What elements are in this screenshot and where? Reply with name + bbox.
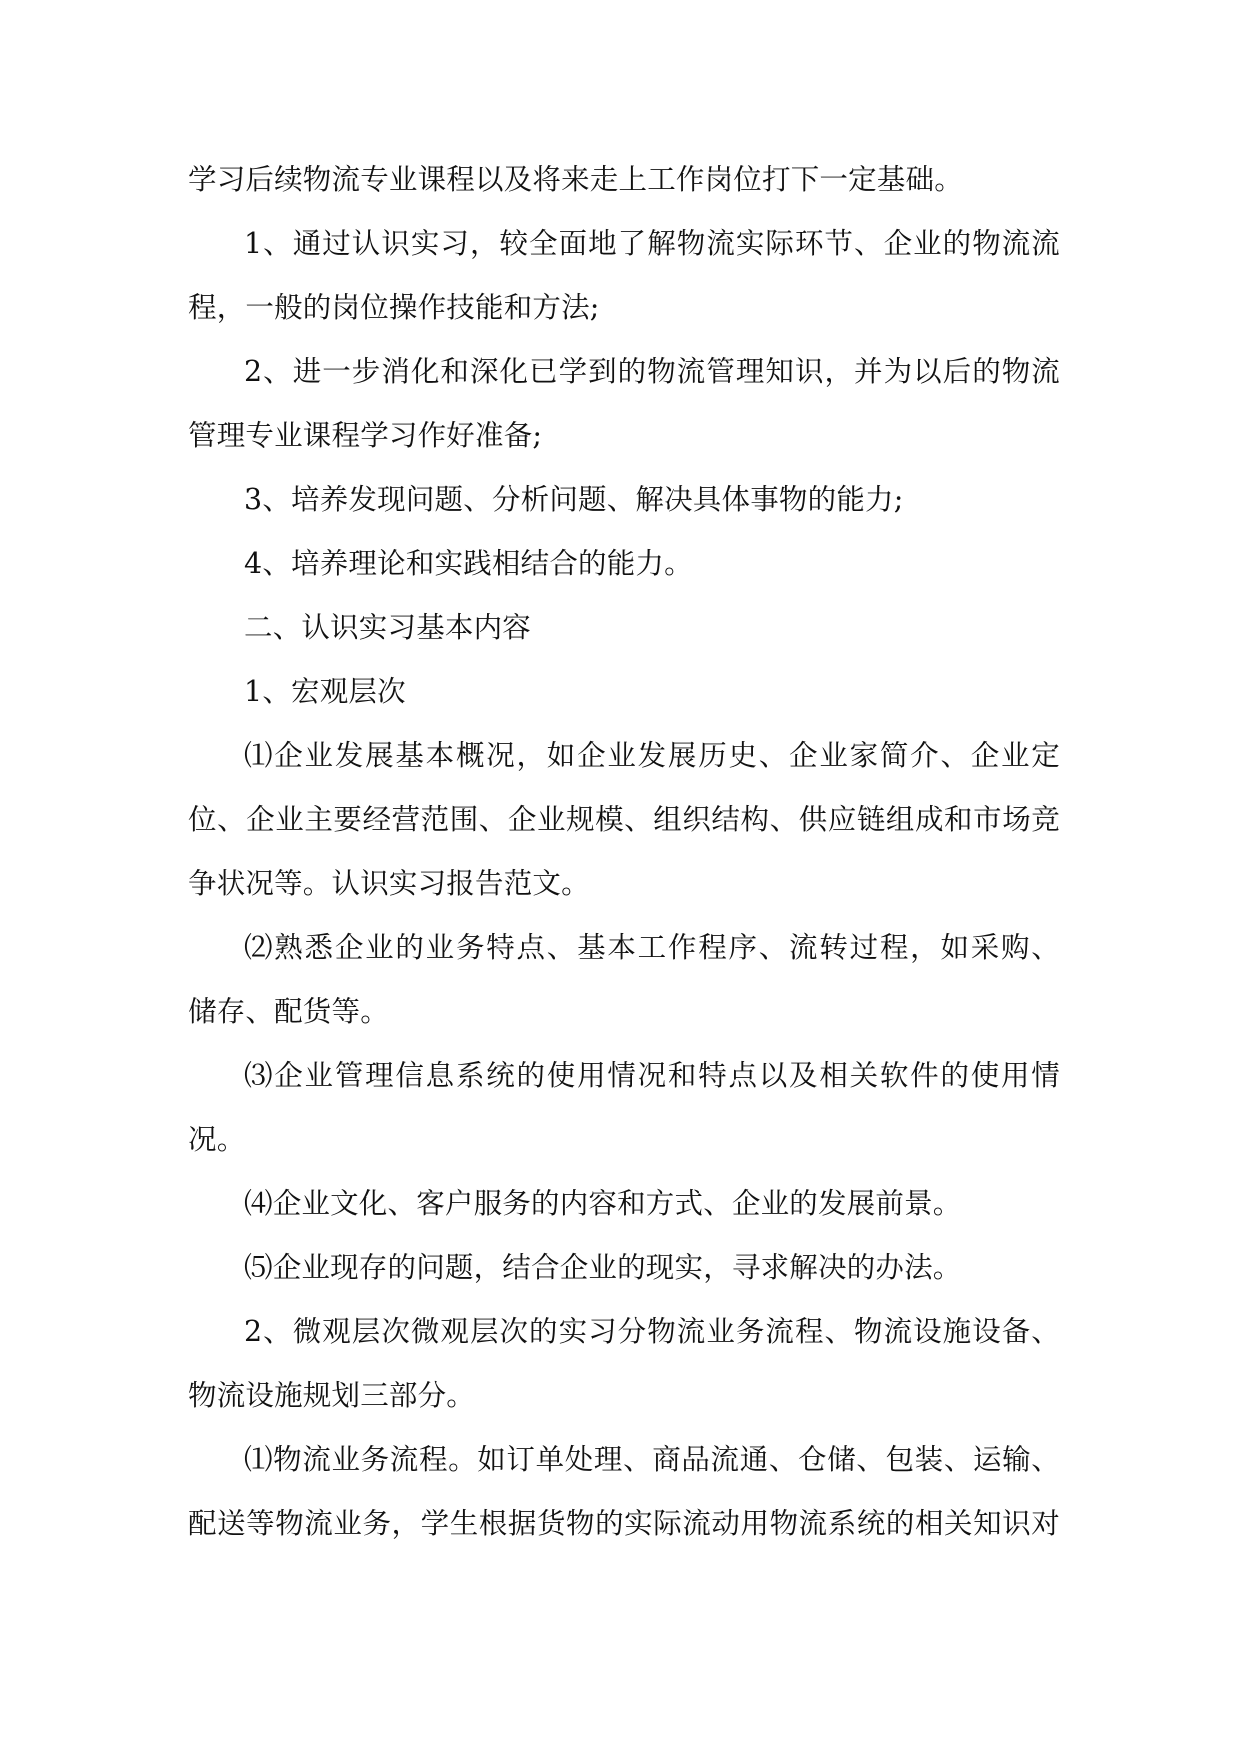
text-line: 4、培养理论和实践相结合的能力。 (244, 547, 693, 580)
subsection-heading: 2、微观层次微观层次的实习分物流业务流程、物流设施设备、 (244, 1315, 1060, 1348)
text-line: 管理专业课程学习作好准备; (188, 419, 543, 452)
section-heading: 二、认识实习基本内容 (244, 611, 532, 644)
text-line: 3、培养发现问题、分析问题、解决具体事物的能力; (244, 483, 904, 516)
text-line: 物流设施规划三部分。 (188, 1379, 476, 1412)
text-line: ⑸企业现存的问题，结合企业的现实，寻求解决的办法。 (244, 1251, 962, 1284)
text-line: ⑴物流业务流程。如订单处理、商品流通、仓储、包装、运输、 (244, 1443, 1060, 1476)
text-line: 争状况等。认识实习报告范文。 (188, 867, 590, 900)
text-line: ⑵熟悉企业的业务特点、基本工作程序、流转过程，如采购、 (244, 931, 1060, 964)
text-line: 位、企业主要经营范围、企业规模、组织结构、供应链组成和市场竞 (188, 803, 1060, 836)
text-line: 程，一般的岗位操作技能和方法; (188, 291, 600, 324)
subsection-heading: 1、宏观层次 (244, 675, 406, 708)
text-line: 学习后续物流专业课程以及将来走上工作岗位打下一定基础。 (188, 163, 963, 196)
text-line: ⑴企业发展基本概况，如企业发展历史、企业家简介、企业定 (244, 739, 1060, 772)
document-body (188, 148, 1060, 1556)
text-line: ⑷企业文化、客户服务的内容和方式、企业的发展前景。 (244, 1187, 962, 1220)
text-line: 1、通过认识实习，较全面地了解物流实际环节、企业的物流流 (244, 227, 1060, 260)
text-line: ⑶企业管理信息系统的使用情况和特点以及相关软件的使用情 (244, 1059, 1060, 1092)
text-line: 2、进一步消化和深化已学到的物流管理知识，并为以后的物流 (244, 355, 1060, 388)
text-line: 况。 (188, 1123, 246, 1156)
text-line: 储存、配货等。 (188, 995, 389, 1028)
text-line: 配送等物流业务，学生根据货物的实际流动用物流系统的相关知识对 (188, 1507, 1060, 1540)
